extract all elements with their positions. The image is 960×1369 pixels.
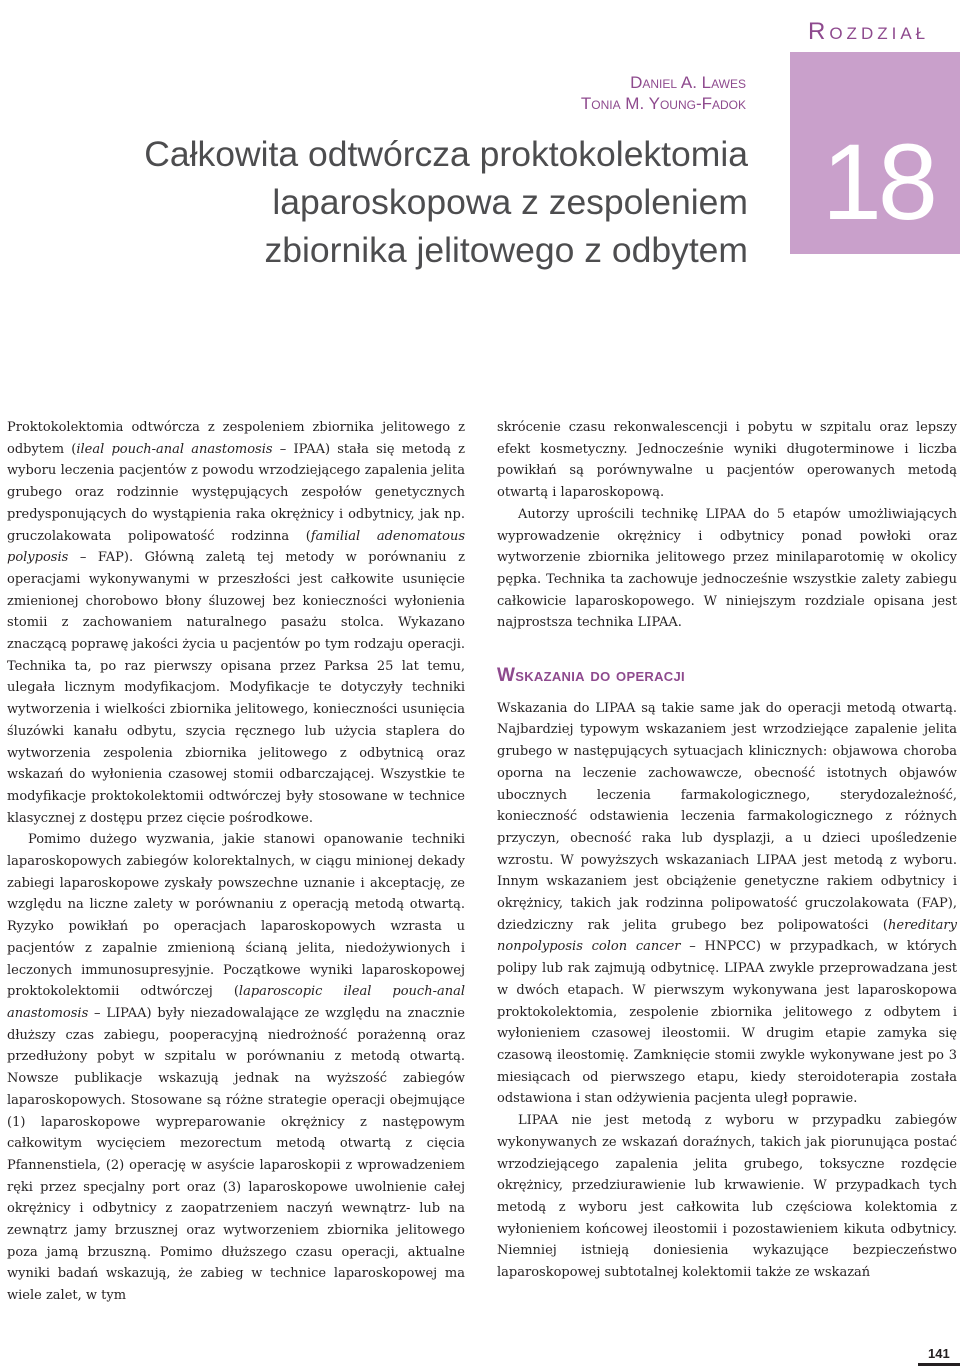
text-run: – LIPAA) były niezadowalające ze względu na znacznie dłuższy czas zabiegu, pooperacyjną niedrożność porażenną oraz przedłużony pobyt w szpitalu w porównaniu z metodą otwartą. Nowsze publikacje wskazują jednak na wyższość zabiegów laparoskopowych. Stosowane są różne strategie operacji obejmujące (1) laparoskopowe wypreparowanie okrężnicy z następowym całkowitym wycięciem mezorectum metodą otwartą z cięcia Pfannenstiela, (2) operację w asyście laparoskopii z wprowadzeniem ręki przez specjalny port oraz (3) laparoskopowe uwolnienie całej okrężnicy i odbytnicy z zaopatrzeniem naczyń wewnątrz- lub na zewnątrz jamy brzusznej oraz wytworzeniem zbiornika jelitowego poza jamą brzuszną. Pomimo dłuższego czasu operacji, aktualne wyniki badań wskazują, że zabieg w technice laparoskopowej ma wiele zalet, w tym	[7, 1005, 465, 1304]
paragraph	[497, 504, 957, 634]
author-name: Daniel A. Lawes	[630, 73, 746, 92]
text-run: Proktokolektomia odtwórcza z zespoleniem zbiornika jelitowego z odbytem (	[7, 420, 465, 457]
chapter-title	[0, 130, 748, 274]
chapter-number: 18	[821, 121, 934, 242]
paragraph	[7, 417, 465, 829]
italic-term: laparoscopic ileal pouch-anal anastomosis	[7, 984, 465, 1021]
text-run: – HNPCC) w przypadkach, w których polipy lub rak zajmują odbytnicę. LIPAA zwykle przeprowadzana jest w dwóch etapach. W pierwszym wykonywana jest laparoskopowa proktokolektomia, zespolenie zbiornika jelitowego z odbytem i wyłonieniem czasowej ileostomii. W drugim etapie zamyka się czasową ileostomię. Zamknięcie stomii zwykle wykonywane jest po 3 miesiącach od pierwszego etapu, kiedy steroidoterapia została odstawiona i stan odżywienia pacjenta uległ poprawie.	[497, 939, 957, 1107]
text-run: – IPAA) stała się metodą z wyboru leczenia pacjentów z powodu wrzodziejącego zapalenia jelita grubego oraz rodzinnie występujących zespołów genetycznych predysponujących do wystąpienia raka okrężnicy i odbytnicy, jak np. gruczolakowata polipowatość rodzinna (	[7, 441, 466, 544]
title-line: laparoskopowa z zespoleniem	[272, 182, 748, 222]
text-run: LIPAA nie jest metodą z wyboru w przypadku zabiegów wykonywanych ze wskazań doraźnych, takich jak piorunująca postać wrzodziejącego zapalenia jelita grubego, toksyczne rozdęcie okrężnicy, przedziurawienie lub krwawienie. W przypadkach tych metodą z wyboru jest całkowita lub częściowa kolektomia z wyłonieniem końcowej ileostomii i pozostawieniem kikuta odbytnicy. Niemniej istnieją doniesienia wykazujące bezpieczeństwo laparoskopowej subtotalnej kolektomii także ze wskazań	[497, 1113, 957, 1281]
italic-term: familial adenomatous polyposis	[7, 528, 465, 566]
italic-term: hereditary nonpolyposis colon cancer	[497, 917, 957, 955]
chapter-label: Rozdział	[808, 18, 930, 45]
left-column	[7, 417, 465, 1307]
title-line: zbiornika jelitowego z odbytem	[264, 230, 748, 270]
section-heading: Wskazania do operacji	[497, 665, 685, 687]
author-name: Tonia M. Young-Fadok	[580, 94, 746, 113]
authors	[581, 72, 746, 114]
italic-term: ileal pouch-anal anastomosis	[76, 441, 273, 457]
paragraph	[7, 829, 465, 1306]
paragraph	[497, 698, 957, 1110]
right-column	[497, 417, 957, 1284]
paragraph	[497, 417, 957, 504]
title-line: Całkowita odtwórcza proktokolektomia	[144, 134, 748, 174]
text-run: – FAP). Główną zaletą tej metody w porównaniu z operacjami wykonywanymi w przeszłości jest całkowite usunięcie zmienionej chorobowo błony śluzowej bez konieczności wyłonienia stomii z zachowaniem naturalnego pasażu stolca. Wykazano znaczącą poprawę jakości życia u pacjentów po tym rodzaju operacji. Technika ta, po raz pierwszy opisana przez Parksa 25 lat temu, ulegała licznym modyfikacjom. Modyfikacje te dotyczyły techniki wytworzenia i wielkości zbiornika jelitowego, konieczności usunięcia śluzówki kanału odbytu, szycia ręcznego lub użycia staplera do wytworzenia zespolenia zbiornika jelitowego z odbytnicą oraz wskazań do wyłonienia czasowej stomii odbarczającej. Wszystkie te modyfikacje proktokolektomii odtwórczej były stosowane w technice klasycznej z dostępu przez cięcie pośrodkowe.	[7, 550, 465, 826]
text-run: Autorzy uprościli technikę LIPAA do 5 etapów umożliwiających wyprowadzenie okrężnicy i odbytnicy ponad powłoki oraz wytworzenie zbiornika jelitowego przez minilaparotomię w okolicy pępka. Technika ta zachowuje jednocześnie wszystkie zalety zabiegu całkowicie laparoskopowego. W niniejszym rozdziale opisana jest najprostsza technika LIPAA.	[497, 506, 957, 631]
paragraph	[497, 1110, 957, 1284]
text-run: skrócenie czasu rekonwalescencji i pobytu w szpitalu oraz lepszy efekt kosmetyczny. Jednocześnie wyniki długoterminowe i liczba powikłań są porównywalne u pacjentów operowanych metodą otwartą i laparoskopową.	[497, 420, 957, 501]
chapter-number-box	[790, 52, 960, 254]
text-run: Wskazania do LIPAA są takie same jak do operacji metodą otwartą. Najbardziej typowym wskazaniem jest wrzodziejące zapalenie jelita grubego w następujących sytuacjach klinicznych: objawowa choroba oporna na leczenie zachowawcze, obecność istotnych objawów ubocznych leczenia farmakologicznego, sterydozależność, konieczność odstawienia leczenia farmakologicznego z różnych przyczyn, obecność raka lub dysplazji, a u dzieci upośledzenie wzrostu. W powyższych wskazaniach LIPAA jest metodą z wyboru. Innym wskazaniem jest obciążenie genetyczne rakiem odbytnicy i okrężnicy, takich jak rodzinna polipowatość gruczolakowata (FAP), dziedziczny rak jelita grubego bez polipowatości (	[497, 700, 957, 933]
page-number-bar	[918, 1363, 960, 1366]
text-run: Pomimo dużego wyzwania, jakie stanowi opanowanie techniki laparoskopowych zabiegów kolorektalnych, w ciągu minionej dekady zabiegi laparoskopowe zyskały powszechne uznanie i akceptację, ze względu na liczne zalety w porównaniu z operacją metodą otwartą. Ryzyko powikłań po operacjach laparoskopowych wzrasta u pacjentów z zapalnie zmienioną ścianą jelita, niedożywionych i leczonych immunosupresyjnie. Początkowe wyniki laparoskopowej proktokolektomii odtwórczej (	[7, 832, 465, 1000]
page-number: 141	[928, 1346, 950, 1361]
